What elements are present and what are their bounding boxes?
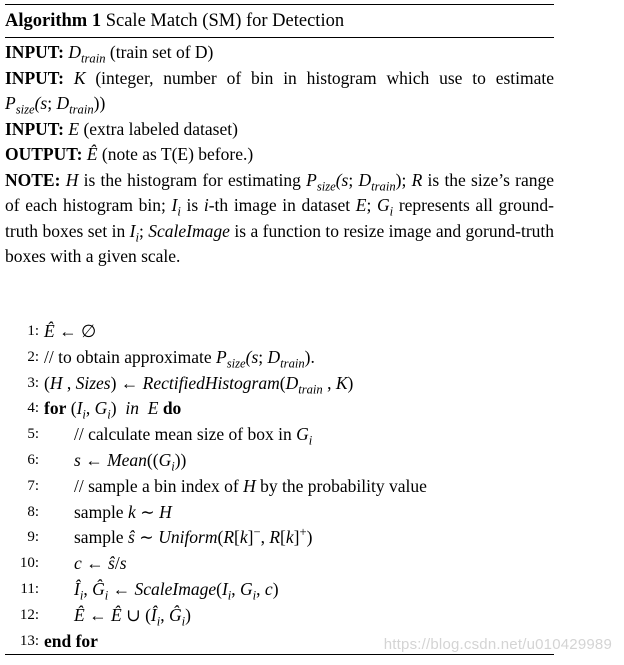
step-number: 13: xyxy=(19,632,39,649)
step-line: 4: for ($I_i$, $G_i$) in E do xyxy=(5,396,565,422)
step-line: 10: c ← ŝ/s xyxy=(5,551,565,577)
output-label: OUTPUT: xyxy=(5,144,83,164)
input-train-text: (train set of D) xyxy=(109,42,214,62)
input-train-line: INPUT: $D_{train}$ (train set of D) xyxy=(5,42,214,66)
note-text-b: is the size’s range of each histogram bin; xyxy=(5,169,555,215)
step-number: 6: xyxy=(27,451,39,468)
input-label: INPUT: xyxy=(5,67,64,88)
step-line: 5: // calculate mean size of box in $G_i$ xyxy=(5,422,565,448)
algorithm-header xyxy=(5,38,554,270)
note-text-d: represents all ground-truth boxes set in xyxy=(5,195,554,241)
input-label: INPUT: xyxy=(5,118,64,139)
step-line: 6: s ← $Mean((G_i))$ xyxy=(5,448,565,474)
comment-text: // calculate mean size of box in xyxy=(74,424,292,445)
output-text: (note as T(E) before.) xyxy=(101,144,254,164)
step-line: 1: Ê ← ∅ xyxy=(5,319,565,345)
keyword-in: in xyxy=(125,398,139,419)
note-paragraph: NOTE: H is the histogram for estimating $P_{size}(s$; $D_{train}$); R is the size’s range of each histogram bin; $I_i$ is i-th image in dataset E; $G_i$ represents all ground-truth boxes set in $I_i$; ScaleImage is a function to resize image and gorund-truth boxes with a given scale. xyxy=(5,169,555,266)
sample-word: sample xyxy=(74,501,124,522)
input-e-text: (extra labeled dataset) xyxy=(83,118,238,139)
input-k-text: (integer, number of bin in histogram which use to estimate xyxy=(95,67,555,88)
note-label: NOTE: xyxy=(5,169,61,190)
output-line: OUTPUT: Ê (note as T(E) before.) xyxy=(5,144,254,164)
keyword-for: for xyxy=(44,398,67,419)
keyword-end-for: end for xyxy=(44,630,98,651)
step-line: 11: $Î_i$, $Ĝ_i$ ← $ScaleImage(I_i$, $G_i$, c) xyxy=(5,577,565,603)
step-line: 2: // to obtain approximate $P_{size}(s$; $D_{train}$). xyxy=(5,345,565,371)
bottom-rule xyxy=(5,654,554,655)
step-number: 5: xyxy=(27,426,39,443)
step-number: 9: xyxy=(27,529,39,546)
step-number: 10: xyxy=(19,555,39,572)
algorithm-block xyxy=(5,4,554,270)
note-text-e: is a function to resize image and gorund-truth boxes with a given scale. xyxy=(5,220,555,266)
note-text-c: -th image in dataset xyxy=(208,195,351,215)
step-number: 8: xyxy=(27,503,39,520)
comment-text: // sample a bin index of xyxy=(74,475,239,496)
watermark: https://blog.csdn.net/u010429989 xyxy=(383,636,612,653)
input-k-line: INPUT: K (integer, number of bin in histogram which use to estimate $P_{size}(s$; $D_{train}$)) xyxy=(5,67,555,117)
input-label: INPUT: xyxy=(5,42,64,62)
algorithm-title xyxy=(5,5,554,35)
step-number: 11: xyxy=(20,580,39,597)
note-text-a: is the histogram for estimating xyxy=(83,169,301,190)
step-number: 12: xyxy=(19,606,39,623)
step-number: 3: xyxy=(27,374,39,391)
step-line: 7: // sample a bin index of H by the probability value xyxy=(5,474,565,500)
step-number: 4: xyxy=(27,400,39,417)
step-line: 3: (H , Sizes) ← $RectifiedHistogram(D_{train}$ , K) xyxy=(5,371,565,397)
keyword-do: do xyxy=(162,398,182,419)
step-number: 2: xyxy=(27,348,39,365)
algorithm-name: Scale Match (SM) for Detection xyxy=(105,11,345,31)
input-e-line: INPUT: E (extra labeled dataset) xyxy=(5,118,238,139)
algorithm-label: Algorithm 1 xyxy=(5,11,102,31)
step-number: 7: xyxy=(27,477,39,494)
sample-word: sample xyxy=(74,527,124,548)
algorithm-steps xyxy=(5,319,565,654)
comment-text: // to obtain approximate xyxy=(44,346,212,367)
step-number: 1: xyxy=(27,323,39,339)
step-line: 12: Ê ← Ê ∪ ($Î_i$, $Ĝ_i$) xyxy=(5,603,565,629)
step-line: 8: sample k ∼ H xyxy=(5,500,565,526)
comment-text: by the probability value xyxy=(260,475,427,496)
step-line: 9: sample ŝ ∼ Uniform(R[k]−, R[k]+) xyxy=(5,525,565,551)
